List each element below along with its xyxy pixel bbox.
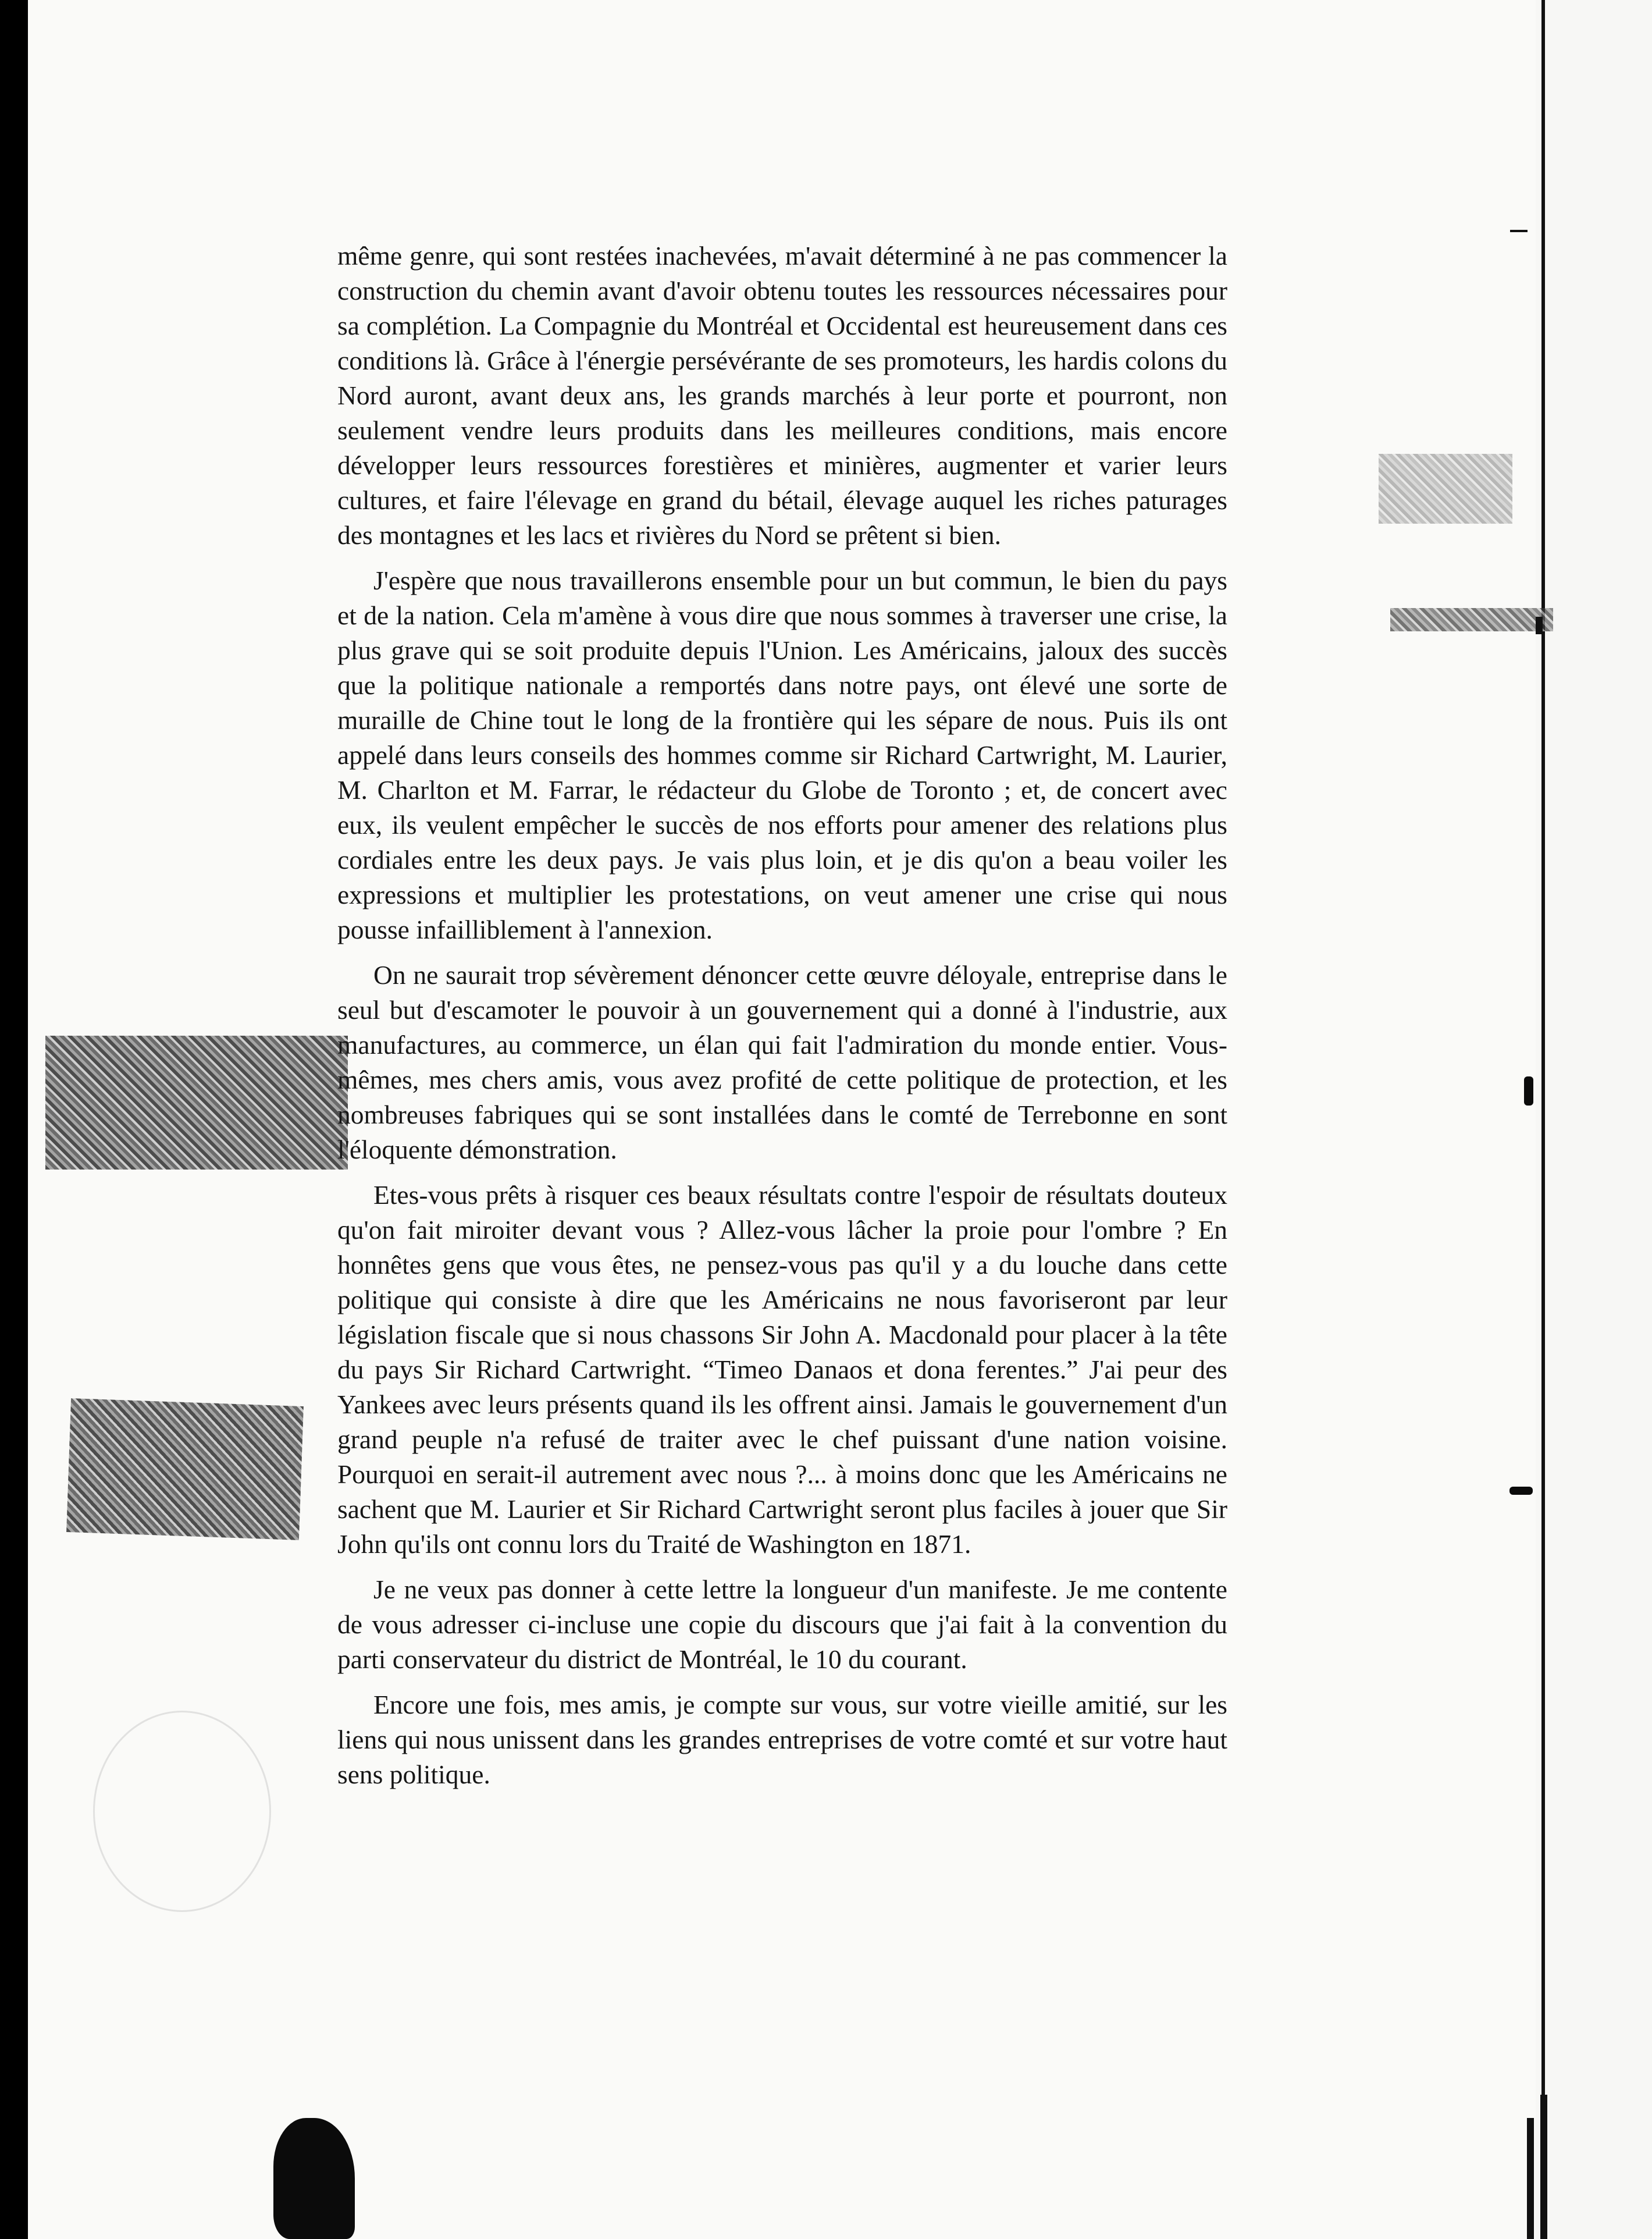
paper-damage-stain — [1390, 608, 1553, 631]
ink-blot — [273, 2118, 355, 2239]
edge-mark — [1536, 617, 1543, 634]
faded-seal-stamp — [93, 1711, 271, 1912]
paragraph: Etes-vous prêts à risquer ces beaux résultats contre l'espoir de résultats douteux qu'on fait miroiter devant vous ? Allez-vous lâcher la proie pour l'ombre ? En honnêtes gens que vous êtes, ne pensez-vous pas qu'il y a du louche dans cette politique qui consiste à dire que les Américains ne nous favoriseront par leur législation fiscale que si nous chassons Sir John A. Macdonald pour placer à la tête du pays Sir Richard Cartwright. “Timeo Danaos et dona ferentes.” J'ai peur des Yankees avec leurs présents quand ils les offrent ainsi. Jamais le gouvernement d'un grand peuple n'a refusé de traiter avec le chef puissant d'une nation voisine. Pourquoi en serait-il autrement avec nous ?... à moins donc que les Américains ne sachent que M. Laurier et Sir Richard Cartwright seront plus faciles à jouer que Sir John qu'ils ont connu lors du Traité de Washington en 1871. — [337, 1180, 1227, 1559]
paragraph: même genre, qui sont restées inachevées, m'avait déterminé à ne pas commencer la construction du chemin avant d'avoir obtenu toutes les ressources nécessaires pour sa complétion. La Compagnie du Montréal et Occidental est heureusement dans ces conditions là. Grâce à l'énergie persévérante de ses promoteurs, les hardis colons du Nord auront, avant deux ans, les grands marchés à leur porte et pourront, non seulement vendre leurs produits dans les meilleures conditions, mais encore développer leurs ressources forestières et minières, augmenter et varier leurs cultures, et faire l'élevage en grand du bétail, élevage auquel les riches paturages des montagnes et les lacs et rivières du Nord se prêtent si bien. — [337, 241, 1227, 550]
paper-damage-stain — [1379, 454, 1512, 524]
adjacent-page-edge — [1536, 0, 1652, 2239]
edge-mark — [1510, 230, 1528, 232]
paragraph: Je ne veux pas donner à cette lettre la longueur d'un manifeste. Je me contente de vous adresser ci-incluse une copie du discours que j'ai fait à la convention du parti conservateur du district de Montréal, le 10 du courant. — [337, 1575, 1227, 1674]
paragraph: Encore une fois, mes amis, je compte sur vous, sur votre vieille amitié, sur les liens qui nous unissent dans les grandes entreprises de votre comté et sur votre haut sens politique. — [337, 1690, 1227, 1789]
paragraph: On ne saurait trop sévèrement dénoncer cette œuvre déloyale, entreprise dans le seul but d'escamoter le pouvoir à un gouvernement qui a donné à l'industrie, aux manufactures, au commerce, un élan qui fait l'admiration du monde entier. Vous-mêmes, mes chers amis, vous avez profité de cette politique de protection, et les nombreuses fabriques qui se sont installées dans le comté de Terrebonne en sont l'éloquente démonstration. — [337, 960, 1227, 1164]
paragraph: J'espère que nous travaillerons ensemble pour un but commun, le bien du pays et de la nation. Cela m'amène à vous dire que nous sommes à traverser une crise, la plus grave qui se soit produite depuis l'Union. Les Américains, jaloux des succès que la politique nationale a remportés dans notre pays, ont élevé une sorte de muraille de Chine tout le long de la frontière qui les sépare de nous. Puis ils ont appelé dans leurs conseils des hommes comme sir Richard Cartwright, M. Laurier, M. Charlton et M. Farrar, le rédacteur du Globe de Toronto ; et, de concert avec eux, ils veulent empêcher le succès de nos efforts pour amener des relations plus cordiales entre les deux pays. Je vais plus loin, et je dis qu'on a beau voiler les expressions et multiplier les protestations, on veut amener une crise qui nous pousse infailliblement à l'annexion. — [337, 566, 1227, 944]
ink-blot — [1509, 1487, 1533, 1495]
ink-blot — [1524, 1076, 1533, 1106]
paper-damage-stain — [45, 1036, 348, 1170]
page-fold-line — [1541, 0, 1545, 2239]
edge-mark — [1527, 2118, 1534, 2239]
letter-body — [337, 239, 1227, 1803]
edge-mark — [1540, 2095, 1547, 2239]
paper-damage-stain — [66, 1398, 304, 1540]
